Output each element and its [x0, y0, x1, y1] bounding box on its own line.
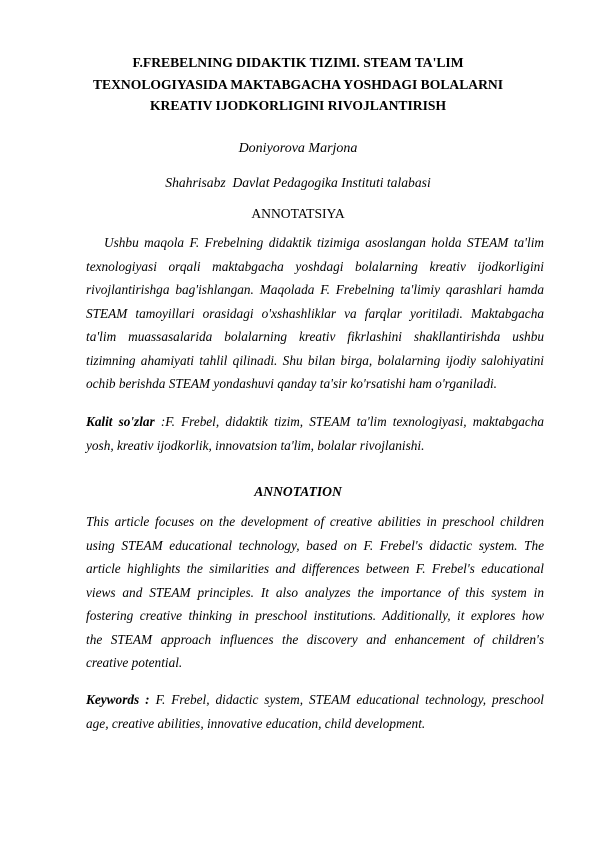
keywords-uzbek: [86, 410, 544, 457]
abstract-line: the STEAM approach influences the discovery and enhancement of children's: [86, 631, 544, 647]
annotatsiya-heading: ANNOTATSIYA: [251, 206, 345, 221]
keywords-line: age, creative abilities, innovative education, child development.: [86, 715, 426, 731]
abstract-line: creative potential.: [86, 655, 183, 670]
abstract-line: Ushbu maqola F. Frebelning didaktik tizimiga asoslangan holda STEAM ta'lim: [104, 235, 544, 250]
author-affiliation: Shahrisabz Davlat Pedagogika Instituti talabasi: [165, 175, 431, 190]
annotation-heading: ANNOTATION: [254, 484, 342, 499]
abstract-line: tizimning ahamiyati tahlil qilinadi. Shu bilan birga, bolalarning ijodiy salohiyatini: [86, 352, 544, 368]
abstract-line: texnologiyasi orqali maktabgacha yoshdagi bolalarning kreativ ijodkorligini: [86, 258, 544, 274]
keywords-line: [86, 410, 544, 434]
keywords-label: Keywords :: [86, 692, 150, 707]
title-line: TEXNOLOGIYASIDA MAKTABGACHA YOSHDAGI BOLALARNI: [92, 76, 504, 92]
author-name: Doniyorova Marjona: [238, 141, 358, 156]
abstract-line: rivojlantirishga bag'ishlangan. Maqolada F. Frebelning ta'limiy qarashlari hamda: [86, 282, 544, 297]
keywords-line: [86, 688, 544, 712]
keywords-text: F. Frebel, didactic system, STEAM educational technology, preschool: [149, 692, 544, 707]
title-line: KREATIV IJODKORLIGINI RIVOJLANTIRISH: [149, 98, 447, 114]
abstract-line: This article focuses on the development of creative abilities in preschool children: [86, 514, 544, 529]
abstract-line: ochib berishda STEAM yondashuvi qanday ta'sir ko'rsatishi ham o'rganiladi.: [86, 376, 497, 391]
paper-title: [70, 52, 526, 117]
keywords-label: Kalit so'zlar: [86, 414, 155, 429]
abstract-line: article highlights the similarities and differences between F. Frebel's educational: [86, 561, 544, 576]
title-line: F.FREBELNING DIDAKTIK TIZIMI. STEAM TA'LIM: [132, 55, 464, 70]
keywords-line: yosh, kreativ ijodkorlik, innovatsion ta'lim, bolalar rivojlanishi.: [86, 437, 425, 453]
abstract-uzbek: [86, 231, 544, 396]
abstract-line: fostering creative thinking in preschool institutions. Additionally, it explores how: [86, 608, 544, 623]
keywords-text: :F. Frebel, didaktik tizim, STEAM ta'lim texnologiyasi, maktabgacha: [154, 414, 544, 429]
abstract-line: views and STEAM principles. It also analyzes the importance of this system in: [86, 584, 544, 600]
abstract-line: using STEAM educational technology, based on F. Frebel's didactic system. The: [86, 537, 544, 553]
keywords-english: [86, 688, 544, 735]
abstract-english: [86, 510, 544, 675]
abstract-line: STEAM tamoyillari orasidagi o'xshashliklar va farqlar yoritiladi. Maktabgacha: [86, 305, 544, 321]
abstract-line: ta'lim muassasalarida bolalarning kreativ fikrlashini shakllantirishda ushbu: [86, 329, 544, 344]
